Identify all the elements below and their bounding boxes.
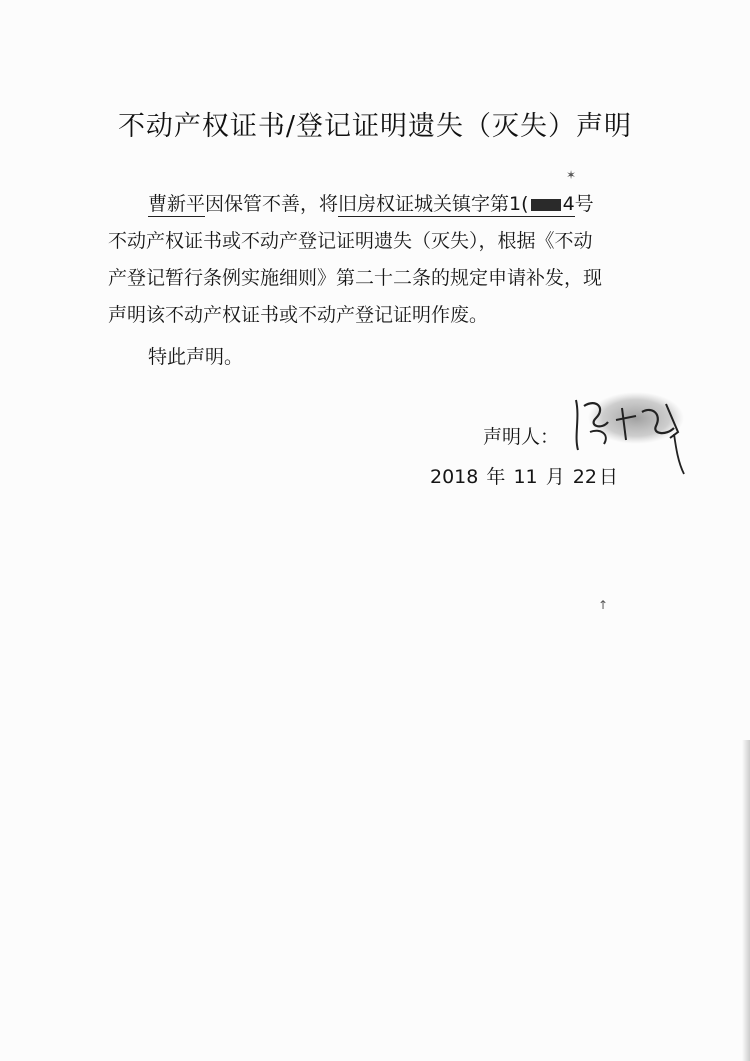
certificate-number xyxy=(338,193,575,217)
declaration-date xyxy=(430,462,620,489)
scan-speck: ✶ xyxy=(566,168,577,182)
owner-name: 曹新平 xyxy=(148,193,206,215)
date-month: 11 xyxy=(513,466,538,488)
closing-statement: 特此声明。 xyxy=(148,346,244,368)
number-unit: 号 xyxy=(574,193,594,215)
date-day-unit: 日 xyxy=(598,466,618,488)
certificate-number-prefix: 1( xyxy=(509,193,529,215)
date-month-unit: 月 xyxy=(545,466,565,488)
paragraph-line-3: 产登记暂行条例实施细则》第二十二条的规定申请补发，现 xyxy=(108,267,603,289)
certificate-type: 旧房权证城关镇字第 xyxy=(338,193,510,215)
certificate-number-suffix: 4 xyxy=(562,193,575,215)
date-year: 2018 xyxy=(430,466,479,488)
redaction-mark xyxy=(531,199,561,211)
paragraph-line-2: 不动产权证书或不动产登记证明遗失（灭失），根据《不动 xyxy=(108,230,593,252)
declarant-label: 声明人： xyxy=(483,426,560,448)
paragraph-line-4: 声明该不动产权证书或不动产登记证明作废。 xyxy=(108,304,489,326)
reason-text: 因保管不善，将 xyxy=(205,193,339,215)
scan-speck: ↑ xyxy=(598,598,609,612)
statement-paragraph xyxy=(108,186,648,334)
date-year-unit: 年 xyxy=(486,466,506,488)
document-title: 不动产权证书/登记证明遗失（灭失）声明 xyxy=(117,111,633,142)
paragraph-line-1 xyxy=(108,186,648,223)
scan-edge-shadow xyxy=(742,740,750,1061)
date-day: 22 xyxy=(572,466,597,488)
